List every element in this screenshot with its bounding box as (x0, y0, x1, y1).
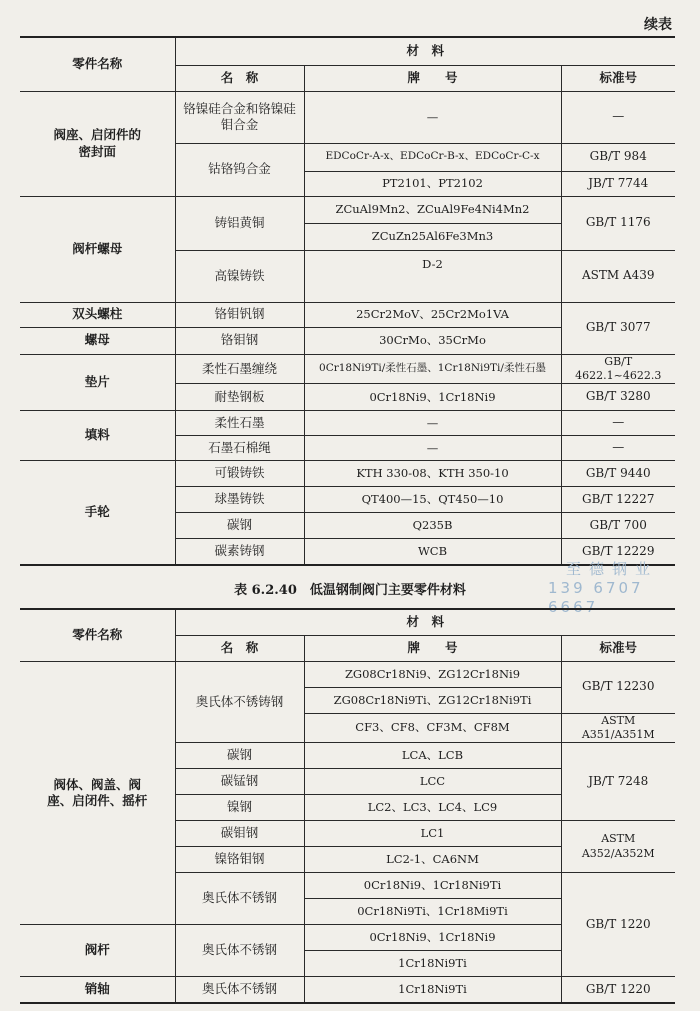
name-cell: 奥氏体不锈钢 (175, 873, 304, 925)
part-cell: 阀杆螺母 (20, 196, 175, 302)
grade-cell: ZG08Cr18Ni9、ZG12Cr18Ni9 (304, 661, 561, 687)
grade-cell: ZCuZn25Al6Fe3Mn3 (304, 223, 561, 250)
header-grade: 牌 号 (304, 635, 561, 661)
grade-cell: WCB (304, 539, 561, 565)
name-cell: 奥氏体不锈钢 (175, 925, 304, 977)
name-cell: 奥氏体不锈钢 (175, 977, 304, 1003)
name-cell: 石墨石棉绳 (175, 436, 304, 461)
name-cell: 高镍铸铁 (175, 250, 304, 302)
grade-cell: 1Cr18Ni9Ti (304, 977, 561, 1003)
grade-cell: — (304, 91, 561, 143)
grade-cell: 1Cr18Ni9Ti (304, 951, 561, 977)
name-cell: 碳钢 (175, 743, 304, 769)
grade-cell: D-2 (304, 250, 561, 302)
name-cell: 柔性石墨 (175, 411, 304, 436)
part-cell: 阀座、启闭件的密封面 (20, 91, 175, 196)
standard-cell: GB/T 12230 (561, 661, 675, 713)
name-cell: 铬钼钒钢 (175, 302, 304, 327)
part-cell: 双头螺柱 (20, 302, 175, 327)
standard-cell: — (561, 436, 675, 461)
grade-cell: 0Cr18Ni9、1Cr18Ni9Ti (304, 873, 561, 899)
standard-cell: — (561, 411, 675, 436)
part-cell: 阀杆 (20, 925, 175, 977)
table-row (20, 977, 675, 1003)
watermark-company: 至德钢业 (566, 560, 659, 578)
header-standard: 标准号 (561, 65, 675, 91)
watermark-phone: 139 6707 6667 (548, 578, 644, 616)
header-material: 材 料 (175, 609, 675, 635)
grade-cell: 0Cr18Ni9、1Cr18Ni9 (304, 925, 561, 951)
standard-cell: GB/T 3280 (561, 384, 675, 411)
name-cell: 碳素铸钢 (175, 539, 304, 565)
table-row (20, 302, 675, 327)
standard-cell: ASTM A439 (561, 250, 675, 302)
name-cell: 镍钢 (175, 795, 304, 821)
header-name: 名 称 (175, 635, 304, 661)
name-cell: 球墨铸铁 (175, 487, 304, 513)
part-cell: 填料 (20, 411, 175, 461)
header-part: 零件名称 (20, 609, 175, 661)
grade-cell: LC1 (304, 821, 561, 847)
grade-cell: Q235B (304, 513, 561, 539)
standard-cell: JB/T 7248 (561, 743, 675, 821)
grade-cell: LC2、LC3、LC4、LC9 (304, 795, 561, 821)
grade-cell: CF3、CF8、CF3M、CF8M (304, 713, 561, 743)
name-cell: 碳钼钢 (175, 821, 304, 847)
table-header-row (20, 609, 675, 635)
name-cell: 铸铝黄铜 (175, 196, 304, 250)
grade-cell: 0Cr18Ni9、1Cr18Ni9 (304, 384, 561, 411)
table-row (20, 196, 675, 223)
name-cell: 柔性石墨缠绕 (175, 354, 304, 384)
standard-cell: GB/T 700 (561, 513, 675, 539)
name-cell: 耐垫钢板 (175, 384, 304, 411)
standard-cell: JB/T 7744 (561, 171, 675, 196)
header-material: 材 料 (175, 37, 675, 65)
grade-cell: 0Cr18Ni9Ti、1Cr18Mi9Ti (304, 899, 561, 925)
header-standard: 标准号 (561, 635, 675, 661)
grade-cell: ZCuAl9Mn2、ZCuAl9Fe4Ni4Mn2 (304, 196, 561, 223)
grade-cell: QT400—15、QT450—10 (304, 487, 561, 513)
standard-cell: ASTM A351/A351M (561, 713, 675, 743)
name-cell: 镍铬钼钢 (175, 847, 304, 873)
header-grade: 牌 号 (304, 65, 561, 91)
table-seal-materials (20, 36, 675, 566)
table-caption: 表 6.2.40 低温钢制阀门主要零件材料 (234, 583, 466, 598)
standard-cell: GB/T 1220 (561, 977, 675, 1003)
grade-cell: ZG08Cr18Ni9Ti、ZG12Cr18Ni9Ti (304, 687, 561, 713)
table-row (20, 661, 675, 687)
standard-cell: GB/T 984 (561, 143, 675, 171)
standard-cell: — (561, 91, 675, 143)
standard-cell: GB/T 3077 (561, 302, 675, 354)
part-cell: 阀体、阀盖、阀座、启闭件、摇杆 (20, 661, 175, 925)
table-row (20, 411, 675, 436)
part-cell: 垫片 (20, 354, 175, 411)
standard-cell: GB/T 1176 (561, 196, 675, 250)
standard-cell: GB/T 4622.1~4622.3 (561, 354, 675, 384)
part-cell: 螺母 (20, 327, 175, 354)
part-cell: 手轮 (20, 461, 175, 565)
standard-cell: GB/T 12229 (561, 539, 675, 565)
grade-cell: LCA、LCB (304, 743, 561, 769)
header-part: 零件名称 (20, 37, 175, 91)
grade-cell: KTH 330-08、KTH 350-10 (304, 461, 561, 487)
table-row (20, 354, 675, 384)
part-cell: 销轴 (20, 977, 175, 1003)
header-name: 名 称 (175, 65, 304, 91)
standard-cell: GB/T 9440 (561, 461, 675, 487)
name-cell: 铬钼钢 (175, 327, 304, 354)
name-cell: 钴铬钨合金 (175, 143, 304, 196)
table-row (20, 461, 675, 487)
grade-cell: LCC (304, 769, 561, 795)
name-cell: 碳钢 (175, 513, 304, 539)
grade-cell: 0Cr18Ni9Ti/柔性石墨、1Cr18Ni9Ti/柔性石墨 (304, 354, 561, 384)
name-cell: 碳锰钢 (175, 769, 304, 795)
standard-cell: GB/T 1220 (561, 873, 675, 977)
grade-cell: — (304, 411, 561, 436)
grade-cell: EDCoCr-A-x、EDCoCr-B-x、EDCoCr-C-x (304, 143, 561, 171)
name-cell: 可锻铸铁 (175, 461, 304, 487)
grade-cell: 30CrMo、35CrMo (304, 327, 561, 354)
name-cell: 铬镍硅合金和铬镍硅钼合金 (175, 91, 304, 143)
grade-cell: 25Cr2MoV、25Cr2Mo1VA (304, 302, 561, 327)
grade-cell: PT2101、PT2102 (304, 171, 561, 196)
continued-label: 续表 (644, 17, 672, 33)
standard-cell: ASTM A352/A352M (561, 821, 675, 873)
table-row (20, 91, 675, 143)
standard-cell: GB/T 12227 (561, 487, 675, 513)
table-low-temp-materials (20, 608, 675, 1004)
grade-cell: — (304, 436, 561, 461)
table-header-row (20, 37, 675, 65)
name-cell: 奥氏体不锈铸钢 (175, 661, 304, 743)
grade-cell: LC2-1、CA6NM (304, 847, 561, 873)
